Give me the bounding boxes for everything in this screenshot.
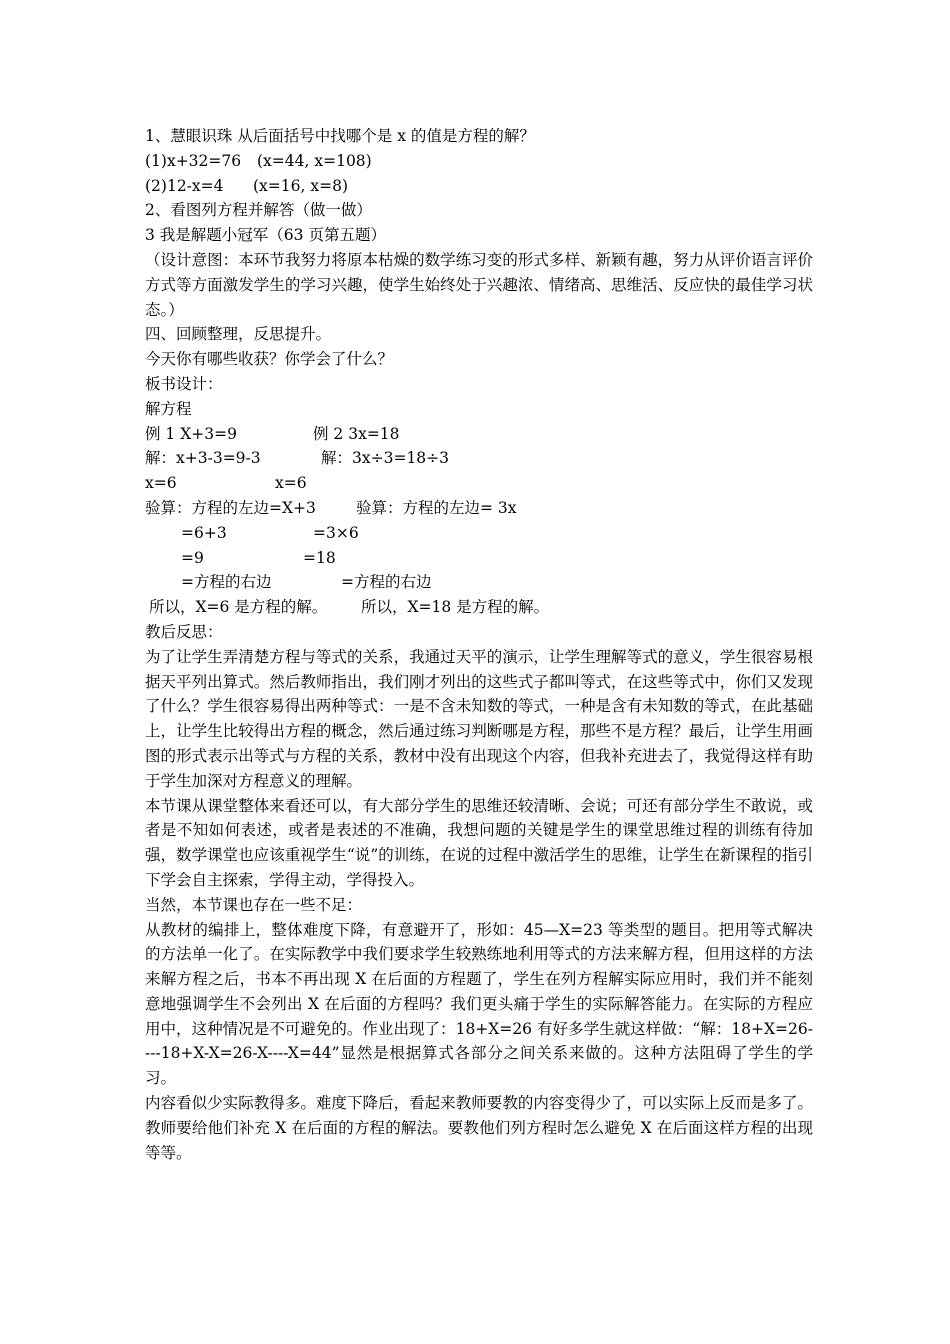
reflection-paragraph-5: 内容看似少实际教得多。难度下降后，看起来教师要教的内容变得少了，可以实际上反而是多了。教师要给他们补充 X 在后面的方程的解法。要教他们列方程时怎么避免 X 在后面这样方程的出现等等。 [145,1094,813,1162]
exercise-1-title: 1、慧眼识珠 从后面括号中找哪个是 x 的值是方程的解？ [145,127,535,145]
board-step2-row [145,546,813,571]
board-solve-row [145,446,813,471]
reflection-paragraph-4: 从教材的编排上，整体难度下降，有意避开了，形如：45—X=23 等类型的题目。把用等式解决的方法单一化了。在实际教学中我们要求学生较熟练地利用等式的方法来解方程，但用这样的方法来解方程之后，书本不再出现 X 在后面的方程题了，学生在列方程解实际应用时，我们并不能刻意地强调学生不会列出 X 在后面的方程吗？我们更头痛于学生的实际解答能力。在实际的方程应用中，这种情况是不可避免的。作业出现了：18+X=26 有好多学生就这样做：“解：18+X=26----18+X-X=26-X----X=44”显然是根据算式各部分之间关系来做的。这种方法阻碍了学生的学习。 [145,920,813,1088]
board-conclusion-row [145,595,813,620]
equation-text: (2)12-x=4 [145,176,224,195]
board-step1-row [145,521,813,546]
reflection-paragraph-2: 本节课从课堂整体来看还可以，有大部分学生的思维还较清晰、会说；可还有部分学生不敢说，或者是不知如何表述，或者是表述的不准确，我想问题的关键是学生的课堂思维过程的训练有待加强，数学课堂也应该重视学生“说”的训练，在说的过程中激活学生的思维，让学生在新课程的指引下学会自主探索，学得主动，学得投入。 [145,796,813,889]
reflection-heading: 教后反思： [145,622,223,641]
example-2-label: 例 2 3x=18 [313,424,400,443]
board-title: 解方程 [145,399,192,418]
example-2-check: 验算：方程的左边= 3x [356,498,517,517]
example-2-conclusion: 所以，X=18 是方程的解。 [361,598,550,617]
example-1-step3: =方程的右边 [181,573,272,592]
board-result-row [145,471,813,496]
exercise-3-title: 3 我是解题小冠军（63 页第五题） [145,226,386,245]
example-2-step2: =18 [303,548,336,567]
exercise-2-title: 2、看图列方程并解答（做一做） [145,201,372,220]
equation-options: (x=16, x=8) [253,176,348,195]
example-2-step3: =方程的右边 [341,573,432,592]
example-1-conclusion: 所以，X=6 是方程的解。 [149,598,328,617]
document-body [145,124,813,1165]
example-1-label: 例 1 X+3=9 [145,424,237,443]
example-1-step2: =9 [181,548,204,567]
example-1-solve: 解：x+3-3=9-3 [145,449,261,468]
equation-options: (x=44, x=108) [257,151,372,170]
example-1-check: 验算：方程的左边=X+3 [145,498,316,517]
board-check-row [145,496,813,521]
equation-text: (1)x+32=76 [145,151,242,170]
board-design-heading: 板书设计： [145,374,223,393]
board-example-row [145,422,813,447]
example-2-result: x=6 [275,474,307,493]
review-heading: 四、回顾整理，反思提升。 [145,325,332,344]
reflection-paragraph-1: 为了让学生弄清楚方程与等式的关系，我通过天平的演示，让学生理解等式的意义，学生很容易根据天平列出算式。然后教师指出，我们刚才列出的这些式子都叫等式，在这些等式中，你们又发现了什么？学生很容易得出两种等式：一是不含未知数的等式，一种是含有未知数的等式，在此基础上，让学生比较得出方程的概念，然后通过练习判断哪是方程，那些不是方程？最后，让学生用画图的形式表示出等式与方程的关系，教材中没有出现这个内容，但我补充进去了，我觉得这样有助于学生加深对方程意义的理解。 [145,647,813,790]
exercise-1-equation-1 [145,149,813,174]
review-question: 今天你有哪些收获？你学会了什么？ [145,350,394,369]
design-intent-paragraph: （设计意图：本环节我努力将原本枯燥的数学练习变的形式多样、新颖有趣，努力从评价语言评价方式等方面激发学生的学习兴趣，使学生始终处于兴趣浓、情绪高、思维活、反应快的最佳学习状态。） [145,250,813,319]
reflection-paragraph-3: 当然，本节课也存在一些不足： [145,895,363,914]
example-2-step1: =3×6 [313,523,359,542]
example-1-step1: =6+3 [181,523,227,542]
exercise-1-equation-2 [145,174,813,199]
example-2-solve: 解：3x÷3=18÷3 [321,449,450,468]
board-step3-row [145,570,813,595]
example-1-result: x=6 [145,474,177,493]
